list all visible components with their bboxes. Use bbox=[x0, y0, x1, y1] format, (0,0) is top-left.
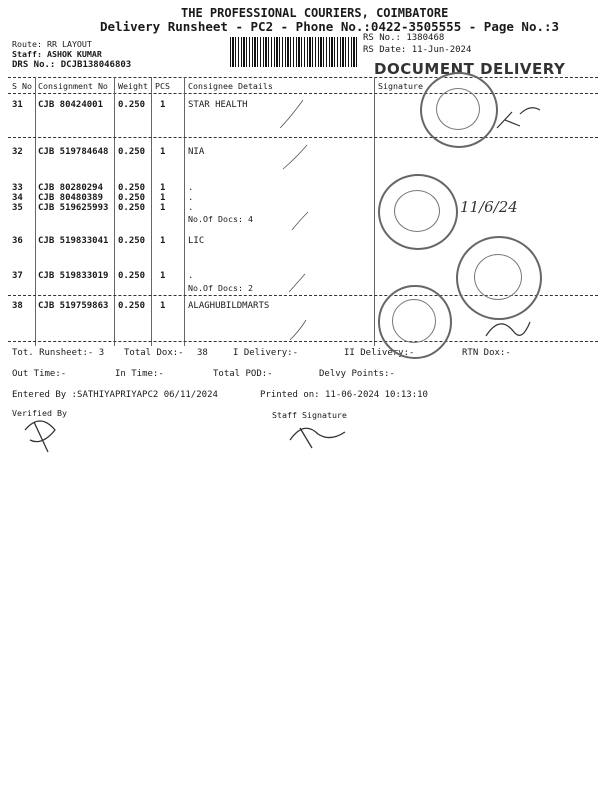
row-consignment: CJB 519759863 bbox=[38, 301, 109, 311]
entered-by: Entered By :SATHIYAPRIYAPC2 06/11/2024 bbox=[12, 390, 218, 400]
route-label: Route: RR LAYOUT bbox=[12, 39, 92, 49]
row-details: LIC bbox=[188, 236, 205, 246]
in-time: In Time:- bbox=[115, 369, 164, 379]
docs-count: No.Of Docs: 4 bbox=[188, 214, 253, 224]
row-consignment: CJB 519833041 bbox=[38, 236, 109, 246]
out-time: Out Time:- bbox=[12, 369, 67, 379]
col-consignee: Consignee Details bbox=[188, 81, 273, 91]
row-pcs: 1 bbox=[160, 193, 166, 203]
row-weight: 0.250 bbox=[118, 203, 146, 213]
row-pcs: 1 bbox=[160, 147, 166, 157]
row-weight: 0.250 bbox=[118, 236, 146, 246]
pen-mark bbox=[283, 145, 307, 169]
company-title: THE PROFESSIONAL COURIERS, COIMBATORE bbox=[181, 6, 449, 20]
rtn-dox: RTN Dox:- bbox=[462, 348, 511, 358]
col-sno: S No bbox=[12, 81, 32, 91]
ii-delivery: II Delivery:- bbox=[344, 348, 415, 358]
staff-signature bbox=[290, 428, 345, 448]
row-details: . bbox=[188, 271, 194, 281]
row-weight: 0.250 bbox=[118, 147, 146, 157]
staff-signature-label: Staff Signature bbox=[272, 410, 347, 420]
row-weight: 0.250 bbox=[118, 183, 146, 193]
row-sno: 31 bbox=[12, 100, 23, 110]
row-consignment: CJB 519625993 bbox=[38, 203, 109, 213]
docs-count: No.Of Docs: 2 bbox=[188, 283, 253, 293]
row-details: . bbox=[188, 203, 194, 213]
col-pcs: PCS bbox=[155, 81, 170, 91]
pen-mark bbox=[280, 100, 303, 128]
row-consignment: CJB 80480389 bbox=[38, 193, 104, 203]
verified-by-label: Verified By bbox=[12, 408, 67, 418]
document-delivery-stamp: DOCUMENT DELIVERY bbox=[374, 60, 566, 78]
row-pcs: 1 bbox=[160, 236, 166, 246]
staff-label: Staff: ASHOK KUMAR bbox=[12, 49, 102, 59]
row-pcs: 1 bbox=[160, 301, 166, 311]
i-delivery: I Delivery:- bbox=[233, 348, 299, 358]
tot-runsheet: Tot. Runsheet:- 3 bbox=[12, 348, 105, 358]
row-pcs: 1 bbox=[160, 183, 166, 193]
row-details: ALAGHUBILDMARTS bbox=[188, 301, 270, 311]
pen-mark bbox=[290, 320, 306, 340]
row-details: STAR HEALTH bbox=[188, 100, 248, 110]
col-signature: Signature bbox=[378, 81, 423, 91]
rs-date: RS Date: 11-Jun-2024 bbox=[363, 45, 472, 55]
row-consignment: CJB 519784648 bbox=[38, 147, 109, 157]
row-sno: 35 bbox=[12, 203, 23, 213]
row-sno: 34 bbox=[12, 193, 23, 203]
drs-number: DRS No.: DCJB138046803 bbox=[12, 60, 132, 70]
total-pod: Total POD:- bbox=[213, 369, 273, 379]
pen-mark bbox=[292, 212, 308, 230]
printed-on: Printed on: 11-06-2024 10:13:10 bbox=[260, 390, 428, 400]
row-consignment: CJB 80280294 bbox=[38, 183, 104, 193]
row-sno: 36 bbox=[12, 236, 23, 246]
row-weight: 0.250 bbox=[118, 301, 146, 311]
handwritten-signature bbox=[486, 322, 530, 336]
row-sno: 33 bbox=[12, 183, 23, 193]
row-sno: 32 bbox=[12, 147, 23, 157]
delvy-points: Delvy Points:- bbox=[319, 369, 395, 379]
row-sno: 37 bbox=[12, 271, 23, 281]
row-details: . bbox=[188, 183, 194, 193]
row-weight: 0.250 bbox=[118, 100, 146, 110]
row-details: NIA bbox=[188, 147, 205, 157]
pen-mark bbox=[289, 274, 305, 292]
rs-number: RS No.: 1380468 bbox=[363, 33, 445, 43]
handwritten-signature bbox=[497, 108, 540, 128]
row-details: . bbox=[188, 193, 194, 203]
row-sno: 38 bbox=[12, 301, 23, 311]
row-pcs: 1 bbox=[160, 271, 166, 281]
runsheet-subtitle: Delivery Runsheet - PC2 - Phone No.:0422-3505555 - Page No.:3 bbox=[100, 19, 560, 34]
row-weight: 0.250 bbox=[118, 193, 146, 203]
col-weight: Weight bbox=[118, 81, 148, 91]
total-dox-value: 38 bbox=[197, 348, 208, 358]
row-weight: 0.250 bbox=[118, 271, 146, 281]
row-consignment: CJB 80424001 bbox=[38, 100, 104, 110]
row-pcs: 1 bbox=[160, 203, 166, 213]
handwritten-date: 11/6/24 bbox=[460, 198, 518, 216]
row-pcs: 1 bbox=[160, 100, 166, 110]
total-dox-label: Total Dox:- bbox=[124, 348, 184, 358]
verifier-signature bbox=[25, 421, 55, 452]
col-consignment: Consignment No bbox=[38, 81, 108, 91]
row-consignment: CJB 519833019 bbox=[38, 271, 109, 281]
